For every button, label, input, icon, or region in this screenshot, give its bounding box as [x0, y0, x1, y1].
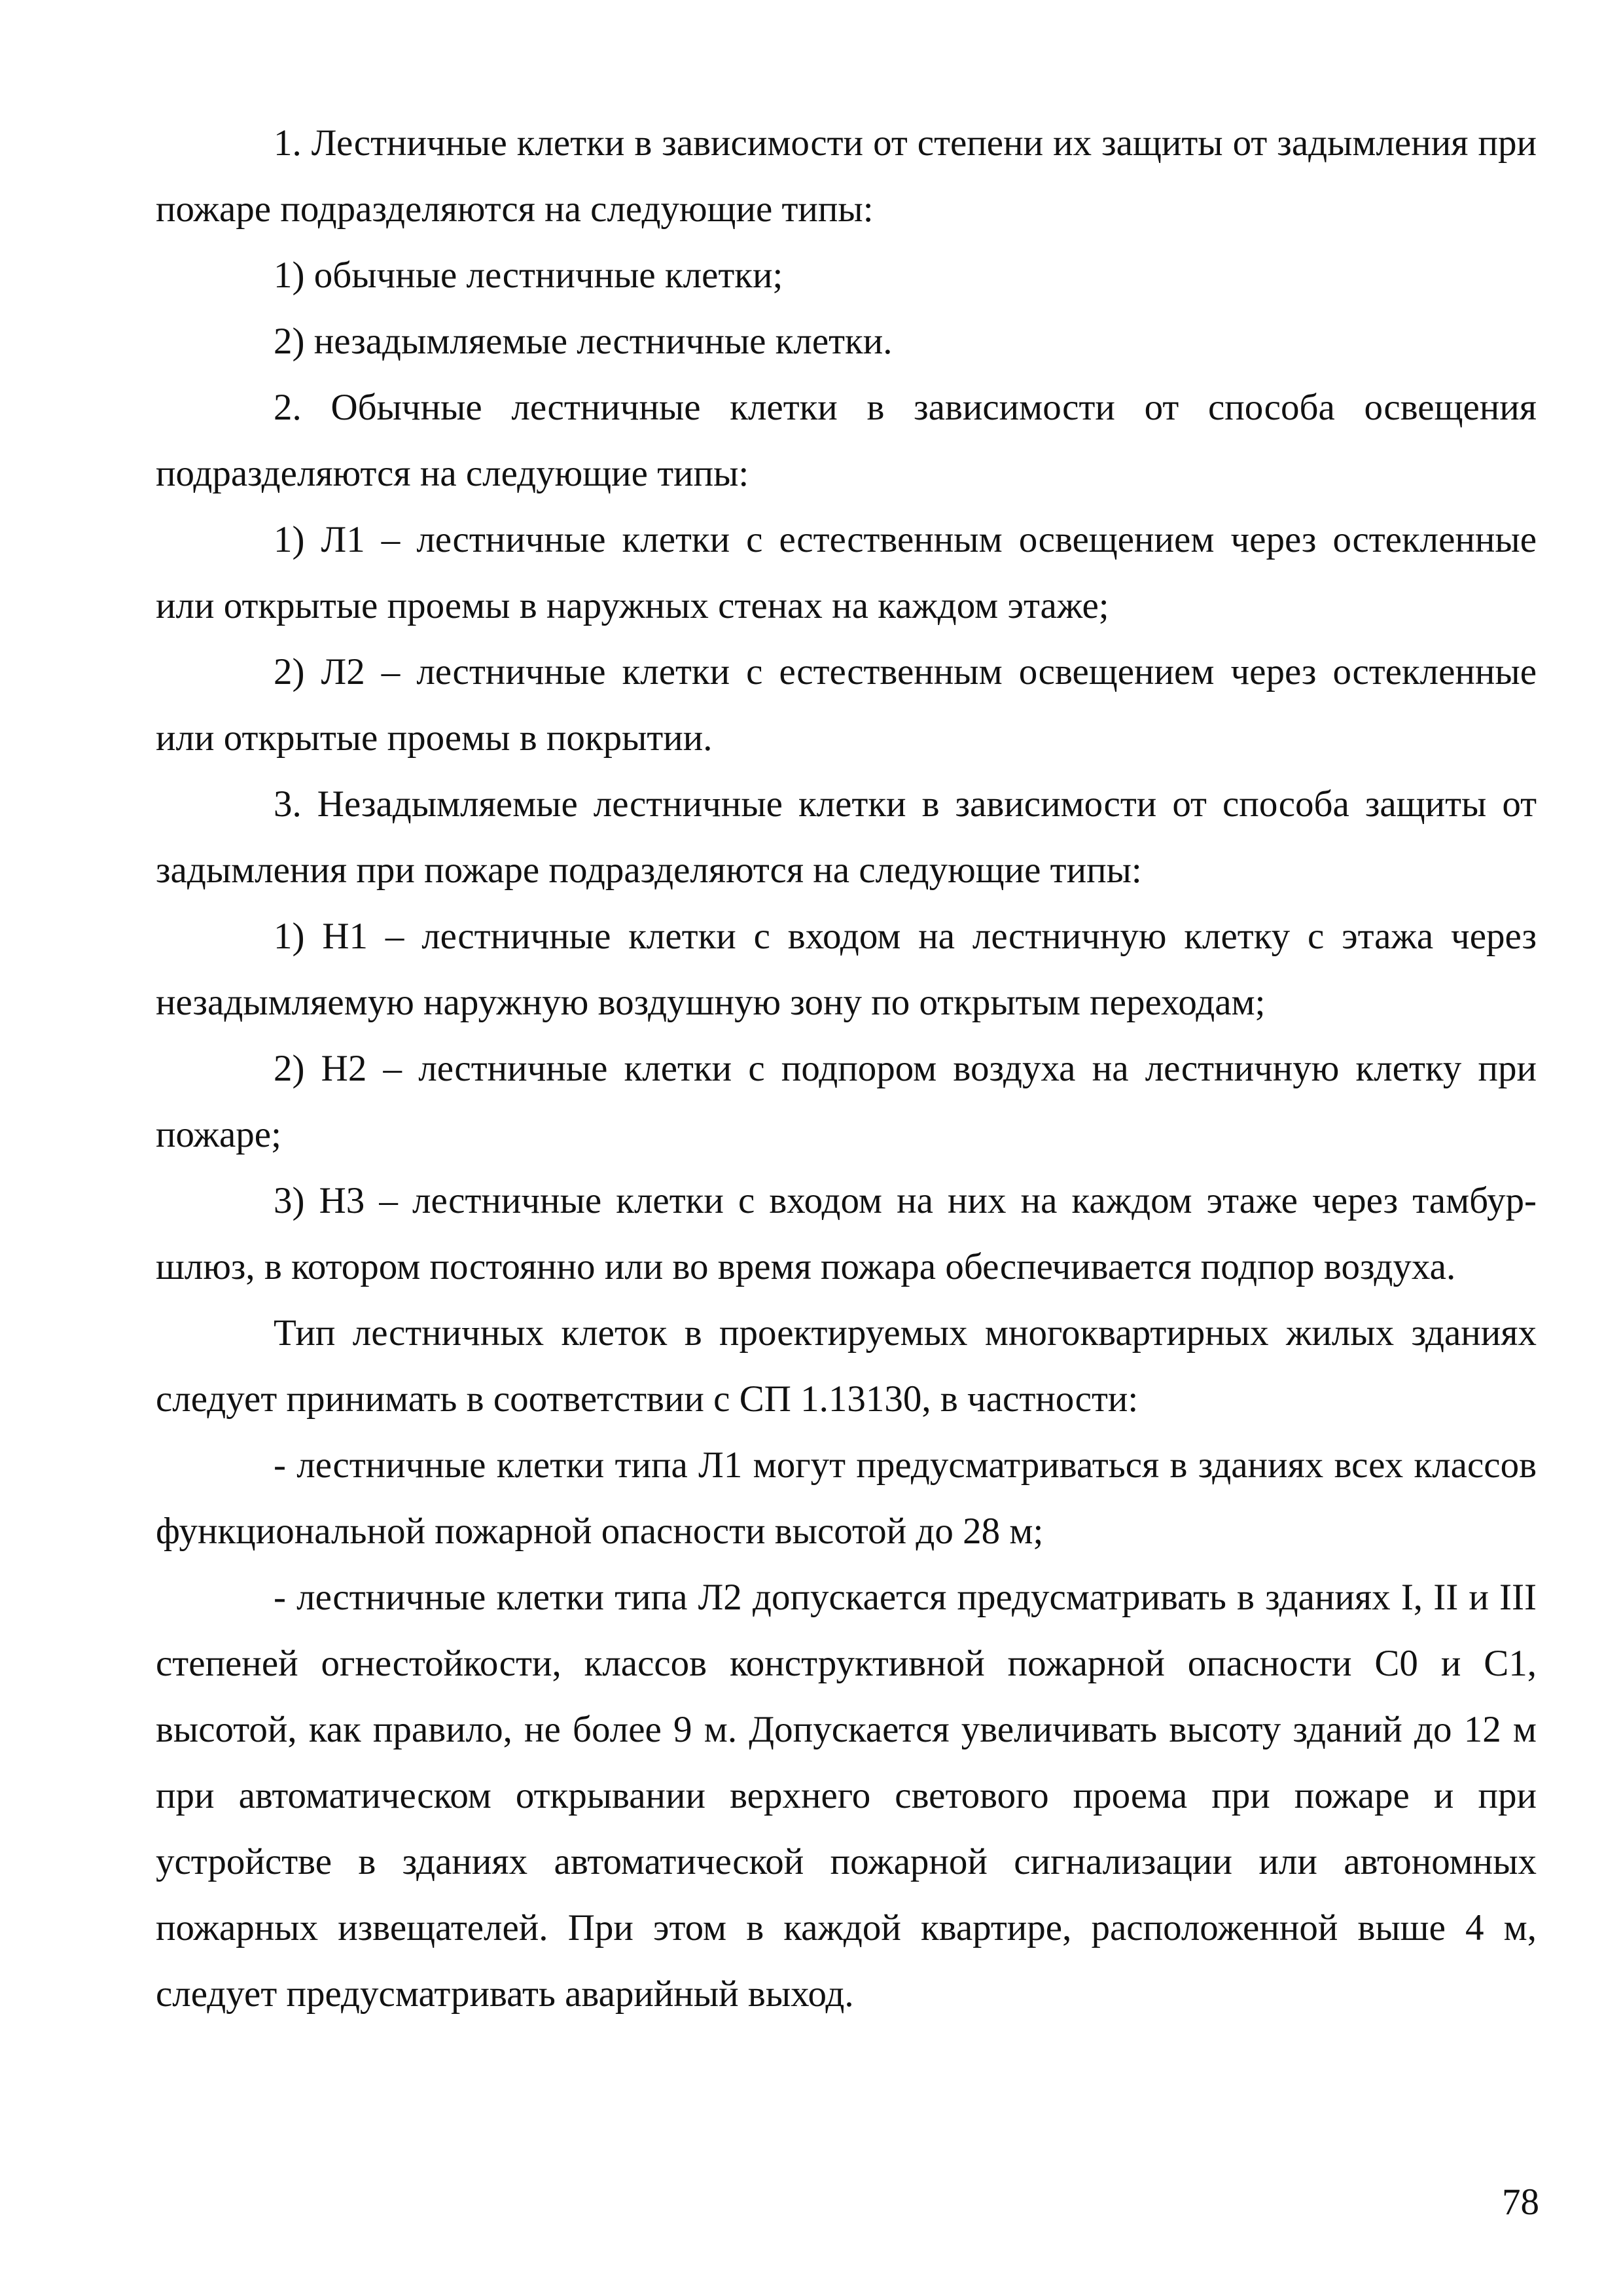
- paragraph-11: Тип лестничных клеток в проектируемых многоквартирных жилых зданиях следует принимать в соответствии с СП 1.13130, в частности:: [156, 1312, 1537, 1420]
- paragraph-2: 1) обычные лестничные клетки;: [274, 255, 783, 296]
- paragraph-12: - лестничные клетки типа Л1 могут предусматриваться в зданиях всех классов функциональной пожарной опасности высотой до 28 м;: [156, 1444, 1537, 1552]
- paragraph-1: 1. Лестничные клетки в зависимости от степени их защиты от задымления при пожаре подразделяются на следующие типы:: [156, 122, 1537, 230]
- document-body: [156, 110, 1537, 2027]
- paragraph-3: 2) незадымляемые лестничные клетки.: [274, 321, 893, 362]
- paragraph-9: 2) Н2 – лестничные клетки с подпором воздуха на лестничную клетку при пожаре;: [156, 1048, 1537, 1155]
- paragraph-10: 3) Н3 – лестничные клетки с входом на них на каждом этаже через тамбур-шлюз, в котором постоянно или во время пожара обеспечивается подпор воздуха.: [156, 1180, 1537, 1287]
- paragraph-4: 2. Обычные лестничные клетки в зависимости от способа освещения подразделяются на следующие типы:: [156, 387, 1537, 494]
- paragraph-8: 1) Н1 – лестничные клетки с входом на лестничную клетку с этажа через незадымляемую наружную воздушную зону по открытым переходам;: [156, 916, 1537, 1023]
- paragraph-13: - лестничные клетки типа Л2 допускается предусматривать в зданиях I, II и III степеней огнестойкости, классов конструктивной пожарной опасности С0 и С1, высотой, как правило, не более 9 м. Допускается увеличивать высоту зданий до 12 м при автоматическом открывании верхнего светового проема при пожаре и при устройстве в зданиях автоматической пожарной сигнализации или автономных пожарных извещателей. При этом в каждой квартире, расположенной выше 4 м, следует предусматривать аварийный выход.: [156, 1577, 1537, 2015]
- page-number: 78: [1502, 2181, 1539, 2223]
- paragraph-6: 2) Л2 – лестничные клетки с естественным освещением через остекленные или открытые проемы в покрытии.: [156, 651, 1537, 759]
- paragraph-7: 3. Незадымляемые лестничные клетки в зависимости от способа защиты от задымления при пожаре подразделяются на следующие типы:: [156, 783, 1537, 891]
- paragraph-5: 1) Л1 – лестничные клетки с естественным освещением через остекленные или открытые проемы в наружных стенах на каждом этаже;: [156, 519, 1537, 626]
